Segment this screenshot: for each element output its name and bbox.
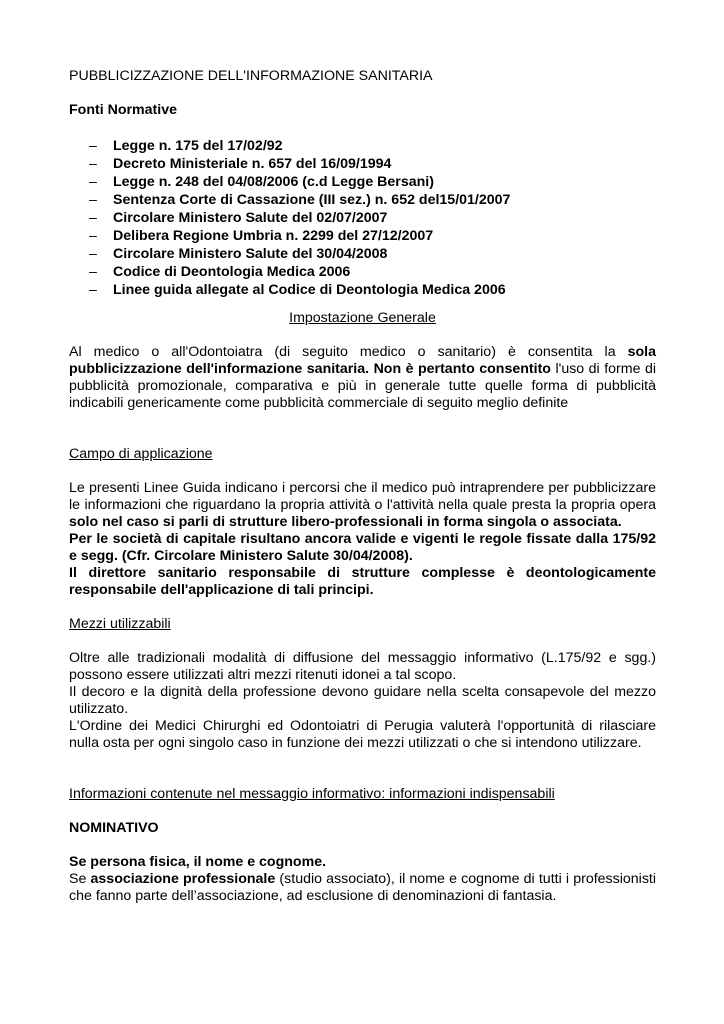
source-item bbox=[69, 246, 656, 264]
general-text-2: l'uso di forme di pubblicità promozionale, comparativa e più in generale tutte quelle forma di pubblicità indicabili genericamente come pubblicità commerciale di seguito meglio definite bbox=[69, 361, 656, 411]
info-paragraph bbox=[69, 871, 656, 905]
source-item bbox=[69, 174, 656, 192]
info-bold-2: associazione professionale bbox=[90, 871, 276, 887]
general-heading: Impostazione Generale bbox=[289, 310, 436, 326]
source-item bbox=[69, 282, 656, 300]
sources-heading: Fonti Normative bbox=[69, 102, 177, 118]
means-paragraph-2: Il decoro e la dignità della professione devono guidare nella scelta consapevole del mezzo utilizzato. bbox=[69, 684, 656, 717]
source-item-label: Linee guida allegate al Codice di Deontologia Medica 2006 bbox=[113, 282, 506, 298]
dash-bullet: – bbox=[89, 282, 97, 298]
sources-list bbox=[69, 138, 656, 300]
scope-bold-1: solo nel caso si parli di strutture libero-professionali in forma singola o associata. bbox=[69, 514, 622, 530]
info-subheading: NOMINATIVO bbox=[69, 820, 159, 836]
dash-bullet: – bbox=[89, 264, 97, 280]
scope-heading: Campo di applicazione bbox=[69, 446, 213, 462]
info-text-pre: Se bbox=[69, 871, 91, 887]
source-item-label: Legge n. 248 del 04/08/2006 (c.d Legge Bersani) bbox=[113, 174, 434, 190]
dash-bullet: – bbox=[89, 228, 97, 244]
means-paragraph-1: Oltre alle tradizionali modalità di diffusione del messaggio informativo (L.175/92 e sgg.) possono essere utilizzati altri mezzi ritenuti idonei a tal scopo. bbox=[69, 650, 656, 683]
info-bold-1: Se persona fisica, il nome e cognome. bbox=[69, 854, 327, 870]
source-item bbox=[69, 156, 656, 174]
source-item bbox=[69, 192, 656, 210]
dash-bullet: – bbox=[89, 246, 97, 262]
dash-bullet: – bbox=[89, 210, 97, 226]
source-item bbox=[69, 264, 656, 282]
source-item bbox=[69, 210, 656, 228]
document-page bbox=[69, 68, 656, 905]
scope-bold-2: Per le società di capitale risultano ancora valide e vigenti le regole fissate dalla 175/92 e segg. (Cfr. Circolare Ministero Salute 30/04/2008). bbox=[69, 531, 656, 564]
general-bold-1: sola pubblicizzazione dell'informazione sanitaria. Non è pertanto consentito bbox=[69, 344, 656, 377]
document-title: PUBBLICIZZAZIONE DELL'INFORMAZIONE SANITARIA bbox=[69, 68, 433, 84]
info-text-post: (studio associato), il nome e cognome di tutti i professionisti che fanno parte dell’associazione, ad esclusione di denominazioni di fantasia. bbox=[69, 871, 657, 904]
source-item-label: Sentenza Corte di Cassazione (III sez.) n. 652 del15/01/2007 bbox=[113, 192, 511, 208]
source-item bbox=[69, 228, 656, 246]
dash-bullet: – bbox=[89, 192, 97, 208]
scope-paragraph-1 bbox=[69, 480, 656, 531]
info-heading: Informazioni contenute nel messaggio informativo: informazioni indispensabili bbox=[69, 786, 555, 802]
general-text-1: Al medico o all'Odontoiatra (di seguito medico o sanitario) è consentita la bbox=[69, 344, 628, 360]
general-paragraph bbox=[69, 344, 656, 412]
dash-bullet: – bbox=[89, 138, 97, 154]
source-item-label: Decreto Ministeriale n. 657 del 16/09/1994 bbox=[113, 156, 392, 172]
source-item-label: Codice di Deontologia Medica 2006 bbox=[113, 264, 351, 280]
scope-text-1: Le presenti Linee Guida indicano i percorsi che il medico può intraprendere per pubblicizzare le informazioni che riguardano la propria attività o l'attività nella quale presta la propria opera bbox=[69, 480, 656, 513]
source-item-label: Circolare Ministero Salute del 30/04/2008 bbox=[113, 246, 388, 262]
source-item-label: Circolare Ministero Salute del 02/07/2007 bbox=[113, 210, 388, 226]
scope-bold-3: Il direttore sanitario responsabile di strutture complesse è deontologicamente responsabile dell'applicazione di tali principi. bbox=[69, 565, 656, 598]
source-item bbox=[69, 138, 656, 156]
source-item-label: Legge n. 175 del 17/02/92 bbox=[113, 138, 283, 154]
dash-bullet: – bbox=[89, 174, 97, 190]
means-heading: Mezzi utilizzabili bbox=[69, 616, 171, 632]
source-item-label: Delibera Regione Umbria n. 2299 del 27/12/2007 bbox=[113, 228, 434, 244]
dash-bullet: – bbox=[89, 156, 97, 172]
means-paragraph-3: L'Ordine dei Medici Chirurghi ed Odontoiatri di Perugia valuterà l'opportunità di rilasciare nulla osta per ogni singolo caso in funzione dei mezzi utilizzati o che si intendono utilizzare. bbox=[69, 718, 656, 751]
